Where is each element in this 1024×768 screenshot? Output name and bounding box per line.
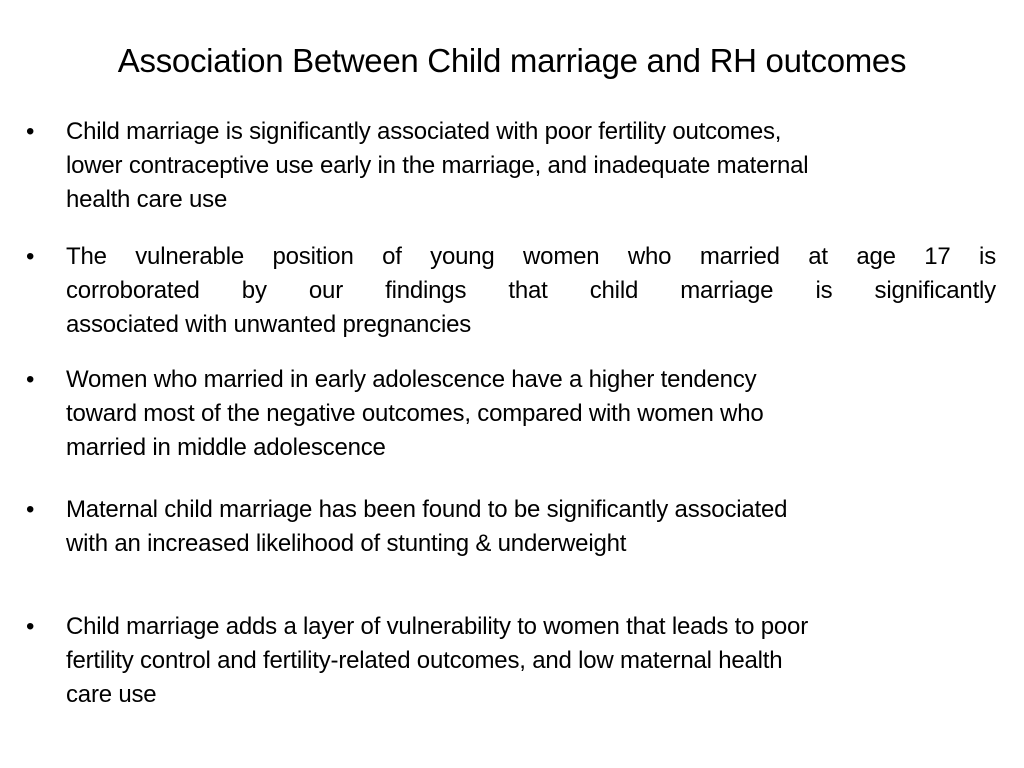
- bullet-line: care use: [66, 681, 157, 708]
- slide-title: Association Between Child marriage and RH outcomes: [117, 42, 907, 79]
- bullet-line: associated with unwanted pregnancies: [66, 311, 472, 338]
- bullet-dot-icon: •: [26, 613, 35, 640]
- bullet-line: corroborated by our findings that child marriage is significantly: [66, 277, 996, 304]
- bullet-dot-icon: •: [26, 118, 35, 145]
- bullet-line: lower contraceptive use early in the marriage, and inadequate maternal: [66, 152, 809, 179]
- bullet-line: Women who married in early adolescence have a higher tendency: [66, 366, 757, 393]
- bullet-line: married in middle adolescence: [66, 434, 386, 461]
- bullet-line: toward most of the negative outcomes, compared with women who: [66, 400, 764, 427]
- bullet-line: Maternal child marriage has been found to be significantly associated: [66, 496, 788, 523]
- bullet-dot-icon: •: [26, 366, 35, 393]
- bullet-line: with an increased likelihood of stunting & underweight: [66, 530, 627, 557]
- bullet-line: Child marriage adds a layer of vulnerability to women that leads to poor: [66, 613, 808, 640]
- bullet-dot-icon: •: [26, 496, 35, 523]
- bullet-line: Child marriage is significantly associated with poor fertility outcomes,: [66, 118, 782, 145]
- bullet-line: fertility control and fertility-related outcomes, and low maternal health: [66, 647, 783, 674]
- bullet-line: The vulnerable position of young women who married at age 17 is: [66, 243, 996, 270]
- bullet-dot-icon: •: [26, 243, 35, 270]
- bullet-line: health care use: [66, 186, 228, 213]
